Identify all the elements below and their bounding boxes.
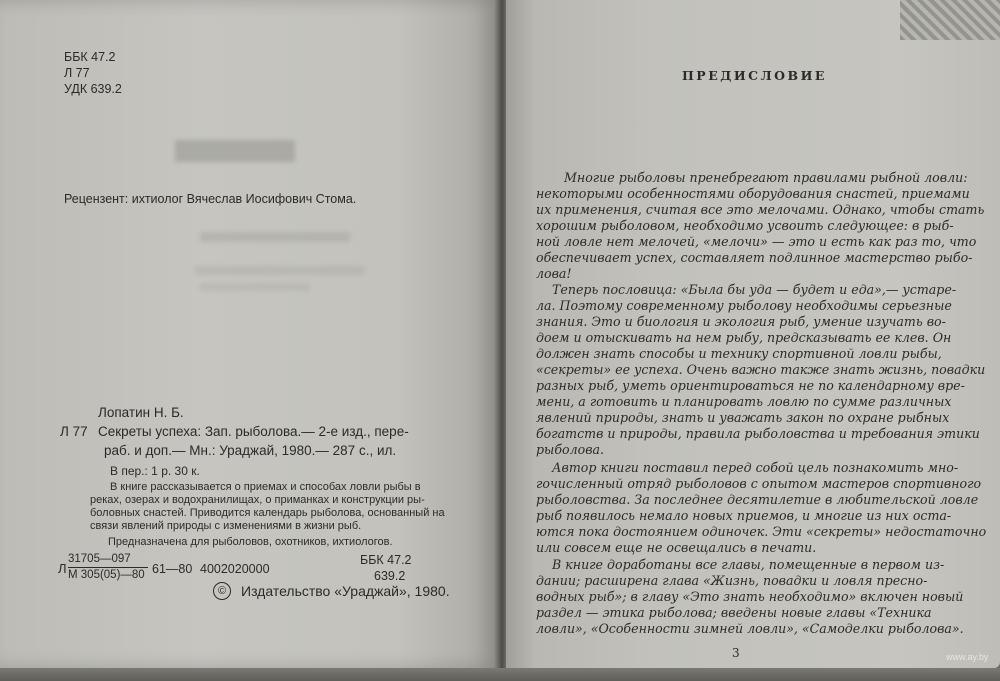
bleed-through-line [200,283,310,291]
bleed-through-line [195,266,365,275]
body-line: богатств и природы, правила рыболовства и требования этики [536,426,980,441]
annotation-line: реках, озерах и водохранилищах, о приманках и конструкции ры- [90,494,425,506]
body-line: ловли», «Особенности зимней ловли», «Самоделки рыболова». [536,621,964,636]
publisher-line: Издательство «Ураджай», 1980. [241,583,450,599]
lace-tablecloth-corner [900,0,1000,40]
body-line: знания. Это и биология и экология рыб, умение изучать во- [536,314,946,329]
fraction-bar [68,567,148,568]
body-line: «секреты» ее успеха. Очень важно также знать жизнь, повадки [536,362,986,377]
right-page [506,0,1000,668]
table-surface [0,668,1000,681]
body-line: ной ловле нет мелочей, «мелочи» — это и есть как раз то, что [536,234,977,249]
page-number: 3 [732,646,740,660]
bbk-code: ББК 47.2 [64,50,116,64]
annotation-line: боловных снастей. Приводится календарь рыболова, основанный на [90,507,445,519]
body-line: Многие рыболовы пренебрегают правилами рыбной ловли: [564,170,968,185]
author-name: Лопатин Н. Б. [98,405,184,420]
body-line: или совсем еще не освещались в печати. [536,540,817,555]
imprint-numerator: 31705—097 [68,553,131,565]
imprint-udk: 639.2 [374,569,406,583]
annotation-line: В книге рассказывается о приемах и способах ловли рыбы в [110,481,421,493]
audience-line: Предназначена для рыболовов, охотников, ихтиологов. [108,536,393,548]
entry-title-line: Секреты успеха: Зап. рыболова.— 2-е изд., пере- [98,424,409,439]
body-line: рыб появилось немало новых приемов, и многие из них оста- [536,508,952,523]
entry-publication-line: раб. и доп.— Мн.: Ураджай, 1980.— 287 с., ил. [104,443,397,458]
annotation-line: связи явлений природы с изменениями в жизни рыб. [90,520,362,532]
body-line: разных рыб, уметь ориентироваться не по календарному вре- [536,378,965,393]
body-line: явлений природы, знать и уважать закон по охране рыбных [536,410,950,425]
body-line: должен знать способы и технику спортивной ловли рыбы, [536,346,942,361]
left-page [0,0,498,668]
udk-code: УДК 639.2 [64,82,122,96]
bleed-through-line [200,232,350,242]
body-line: Автор книги поставил перед собой цель познакомить мно- [552,460,959,475]
body-line: раздел — этика рыболова; введены новые главы «Техника [536,605,932,620]
body-line: В книге доработаны все главы, помещенные в первом из- [552,557,945,572]
body-line: хорошим рыболовом, необходимо усвоить следующее: в рыб- [536,218,954,233]
imprint-code: 61—80 [152,562,193,576]
body-line: ются пока достоянием одиночек. Эти «секреты» недостаточно [536,524,987,539]
body-line: обеспечивает успех, составляет подлинное мастерство рыбо- [536,250,973,265]
imprint-letter: Л [58,561,67,576]
copyright-icon: © [213,582,231,600]
body-line: лова! [536,266,572,281]
body-line: ла. Поэтому современному рыболову необходимы серьезные [536,298,952,313]
library-index: Л 77 [64,66,90,80]
imprint-denominator: М 305(05)—80 [68,569,145,581]
body-line: водных рыб»; в главу «Это знать необходимо» включен новый [536,589,964,604]
bleed-through-title [175,140,295,162]
body-line: рыболова. [536,442,605,457]
body-line: дании; расширена глава «Жизнь, повадки и ловля пресно- [536,573,928,588]
body-line: их применения, считая все это мелочами. Однако, чтобы стать [536,202,985,217]
watermark: www.ay.by [946,652,989,662]
body-line: Теперь пословица: «Была бы уда — будет и еда»,— устаре- [552,282,957,297]
body-line: некоторыми особенностями оборудования снастей, приемами [536,186,970,201]
reviewer-line: Рецензент: ихтиолог Вячеслав Иосифович Стома. [64,192,357,206]
body-line: гочисленный отряд рыболовов с опытом мастеров спортивного [536,476,982,491]
price-line: В пер.: 1 р. 30 к. [110,464,200,478]
entry-index: Л 77 [60,424,88,439]
imprint-bbk: ББК 47.2 [360,553,412,567]
body-line: мени, а готовить и планировать ловлю по сумме различных [536,394,952,409]
page-heading: ПРЕДИСЛОВИЕ [682,68,827,83]
body-line: рыболовства. За последнее десятилетие в любительской ловле [536,492,979,507]
imprint-code: 4002020000 [200,562,270,576]
body-line: доем и отыскивать на нем рыбу, предсказывать ее клев. Он [536,330,952,345]
